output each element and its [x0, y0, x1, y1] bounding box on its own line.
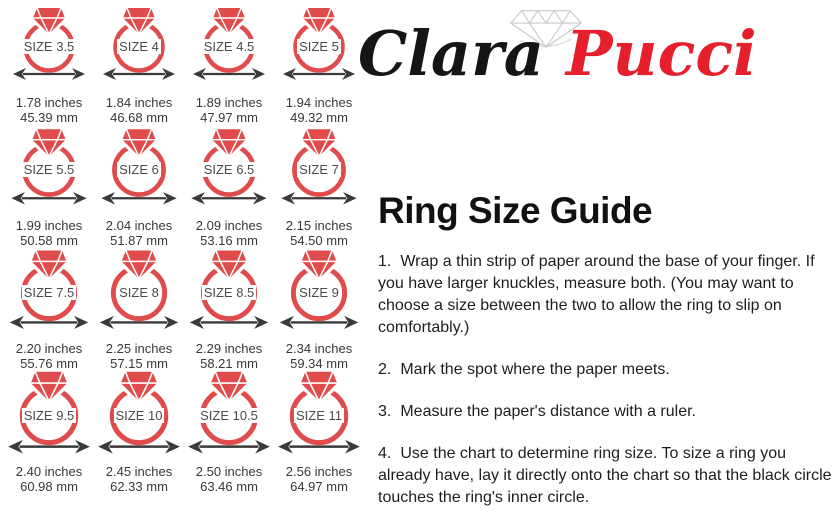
- diameter-inches: 2.20 inches: [15, 341, 83, 356]
- diameter-inches: 2.04 inches: [105, 218, 173, 233]
- ring-size-label: SIZE 6: [119, 162, 159, 177]
- diameter-mm: 49.32 mm: [290, 110, 348, 125]
- ring-with-diamond-icon: [274, 8, 364, 78]
- ring-size-cell: [274, 8, 364, 131]
- ring-measurements: [16, 95, 83, 125]
- ring-measurements: [106, 341, 173, 371]
- ring-graphic: [4, 377, 94, 447]
- ring-measurements: [286, 95, 353, 125]
- ring-size-cell: [94, 377, 184, 500]
- ring-graphic: [184, 131, 274, 201]
- ring-with-diamond-icon: [274, 131, 364, 201]
- step-number: 4.: [378, 445, 392, 462]
- diamond-gem-icon: [212, 250, 247, 278]
- ring-size-cell: [184, 377, 274, 500]
- ring-graphic: [184, 377, 274, 447]
- ring-measurements: [106, 464, 173, 494]
- ring-size-label: SIZE 7.5: [23, 285, 75, 300]
- diamond-gem-icon: [301, 372, 337, 402]
- ring-with-diamond-icon: [94, 254, 184, 324]
- ring-size-cell: [4, 377, 94, 500]
- diameter-mm: 50.58 mm: [20, 233, 78, 248]
- ring-measurements: [16, 464, 83, 494]
- brand-name-clara: Clara: [358, 17, 544, 90]
- diamond-gem-icon: [302, 129, 335, 156]
- brand-name-pucci: Pucci: [565, 17, 757, 90]
- step-number: 2.: [378, 361, 392, 378]
- diamond-gem-icon: [213, 8, 245, 34]
- ring-size-cell: [4, 254, 94, 377]
- ring-size-label: SIZE 8.5: [203, 285, 255, 300]
- ring-graphic: [274, 254, 364, 324]
- diamond-gem-icon: [33, 8, 65, 34]
- diameter-inches: 1.94 inches: [285, 95, 353, 110]
- ring-graphic: [94, 8, 184, 78]
- ring-with-diamond-icon: [4, 254, 94, 324]
- diameter-inches: 1.78 inches: [15, 95, 83, 110]
- diameter-inches: 2.09 inches: [195, 218, 263, 233]
- diameter-mm: 53.16 mm: [200, 233, 258, 248]
- diameter-mm: 47.97 mm: [200, 110, 258, 125]
- ring-size-cell: [184, 131, 274, 254]
- diamond-gem-icon: [121, 372, 157, 402]
- ring-size-label: SIZE 10: [115, 408, 163, 423]
- diameter-mm: 62.33 mm: [110, 479, 168, 494]
- ring-size-label: SIZE 9: [299, 285, 339, 300]
- diamond-gem-icon: [212, 129, 245, 156]
- ring-graphic: [274, 131, 364, 201]
- diameter-mm: 57.15 mm: [110, 356, 168, 371]
- ring-size-label: SIZE 6.5: [203, 162, 255, 177]
- diameter-inches: 1.89 inches: [195, 95, 263, 110]
- ring-size-cell: [274, 131, 364, 254]
- ring-size-cell: [184, 254, 274, 377]
- ring-size-label: SIZE 5: [299, 39, 339, 54]
- ring-with-diamond-icon: [4, 377, 94, 447]
- diameter-inches: 2.15 inches: [285, 218, 353, 233]
- ring-with-diamond-icon: [184, 131, 274, 201]
- ring-graphic: [94, 254, 184, 324]
- diameter-inches: 2.34 inches: [285, 341, 353, 356]
- ring-measurements: [196, 464, 263, 494]
- ring-size-label: SIZE 4: [119, 39, 159, 54]
- ring-measurements: [106, 95, 173, 125]
- ring-size-cell: [94, 8, 184, 131]
- ring-size-label: SIZE 7: [299, 162, 339, 177]
- ring-with-diamond-icon: [4, 8, 94, 78]
- diameter-mm: 45.39 mm: [20, 110, 78, 125]
- diameter-mm: 51.87 mm: [110, 233, 168, 248]
- page-title: Ring Size Guide: [378, 190, 653, 231]
- ring-size-cell: [274, 254, 364, 377]
- ring-size-cell: [4, 8, 94, 131]
- diamond-gem-icon: [32, 129, 65, 156]
- diamond-gem-icon: [303, 8, 335, 34]
- diamond-gem-icon: [31, 372, 67, 402]
- diameter-inches: 1.99 inches: [15, 218, 83, 233]
- diameter-inches: 2.29 inches: [195, 341, 263, 356]
- ring-measurements: [286, 341, 353, 371]
- diameter-inches: 1.84 inches: [105, 95, 173, 110]
- step-text: Wrap a thin strip of paper around the base of your finger. If you have larger knuckles, measure both. (You may want to choose a size between the two to allow the ring to slip on comfortably.): [378, 253, 815, 336]
- diamond-gem-icon: [123, 8, 155, 34]
- step-text: Use the chart to determine ring size. To size a ring you already have, lay it directly onto the chart so that the black circle touches the ring's inner circle.: [378, 445, 832, 506]
- ring-measurements: [196, 218, 263, 248]
- ring-graphic: [94, 377, 184, 447]
- ring-with-diamond-icon: [4, 131, 94, 201]
- ring-with-diamond-icon: [274, 377, 364, 447]
- instruction-step: [378, 401, 839, 423]
- ring-graphic: [94, 131, 184, 201]
- ring-measurements: [286, 218, 353, 248]
- ring-size-label: SIZE 9.5: [23, 408, 75, 423]
- step-text: Measure the paper's distance with a ruler.: [400, 403, 696, 420]
- ring-size-label: SIZE 8: [119, 285, 159, 300]
- ring-measurements: [196, 95, 263, 125]
- ring-with-diamond-icon: [94, 8, 184, 78]
- ring-measurements: [16, 341, 83, 371]
- ring-with-diamond-icon: [94, 131, 184, 201]
- ring-with-diamond-icon: [184, 254, 274, 324]
- step-number: 3.: [378, 403, 392, 420]
- ring-size-cell: [94, 131, 184, 254]
- diameter-inches: 2.56 inches: [285, 464, 353, 479]
- diamond-gem-icon: [122, 250, 157, 278]
- diameter-mm: 58.21 mm: [200, 356, 258, 371]
- diameter-inches: 2.40 inches: [15, 464, 83, 479]
- diameter-mm: 60.98 mm: [20, 479, 78, 494]
- ring-with-diamond-icon: [184, 8, 274, 78]
- instruction-step: [378, 443, 839, 509]
- ring-size-cell: [274, 377, 364, 500]
- ring-measurements: [106, 218, 173, 248]
- diameter-inches: 2.25 inches: [105, 341, 173, 356]
- ring-with-diamond-icon: [94, 377, 184, 447]
- ring-graphic: [4, 8, 94, 78]
- ring-graphic: [274, 8, 364, 78]
- brand-logo: [356, 4, 836, 106]
- ring-with-diamond-icon: [274, 254, 364, 324]
- diamond-gem-icon: [32, 250, 67, 278]
- diameter-mm: 46.68 mm: [110, 110, 168, 125]
- ring-size-label: SIZE 5.5: [23, 162, 75, 177]
- diameter-mm: 55.76 mm: [20, 356, 78, 371]
- step-text: Mark the spot where the paper meets.: [400, 361, 670, 378]
- ring-size-label: SIZE 4.5: [203, 39, 255, 54]
- brand-wordmark: [358, 14, 757, 95]
- ring-graphic: [4, 131, 94, 201]
- ring-measurements: [196, 341, 263, 371]
- instruction-step: [378, 251, 839, 339]
- ring-graphic: [184, 254, 274, 324]
- diameter-mm: 59.34 mm: [290, 356, 348, 371]
- diameter-inches: 2.50 inches: [195, 464, 263, 479]
- diameter-mm: 63.46 mm: [200, 479, 258, 494]
- diameter-mm: 54.50 mm: [290, 233, 348, 248]
- diamond-gem-icon: [122, 129, 155, 156]
- ring-size-cell: [4, 131, 94, 254]
- ring-size-label: SIZE 3.5: [23, 39, 75, 54]
- diamond-gem-icon: [302, 250, 337, 278]
- ring-size-label: SIZE 10.5: [200, 408, 258, 423]
- ring-graphic: [4, 254, 94, 324]
- step-number: 1.: [378, 253, 392, 270]
- diamond-gem-icon: [211, 372, 247, 402]
- ring-measurements: [16, 218, 83, 248]
- ring-graphic: [184, 8, 274, 78]
- ring-size-cell: [184, 8, 274, 131]
- ring-graphic: [274, 377, 364, 447]
- diameter-inches: 2.45 inches: [105, 464, 173, 479]
- ring-size-grid: [4, 8, 364, 500]
- ring-with-diamond-icon: [184, 377, 274, 447]
- instructions-list: [378, 251, 839, 529]
- instruction-step: [378, 359, 839, 381]
- ring-size-cell: [94, 254, 184, 377]
- ring-size-label: SIZE 11: [295, 408, 342, 423]
- ring-measurements: [286, 464, 353, 494]
- diameter-mm: 64.97 mm: [290, 479, 348, 494]
